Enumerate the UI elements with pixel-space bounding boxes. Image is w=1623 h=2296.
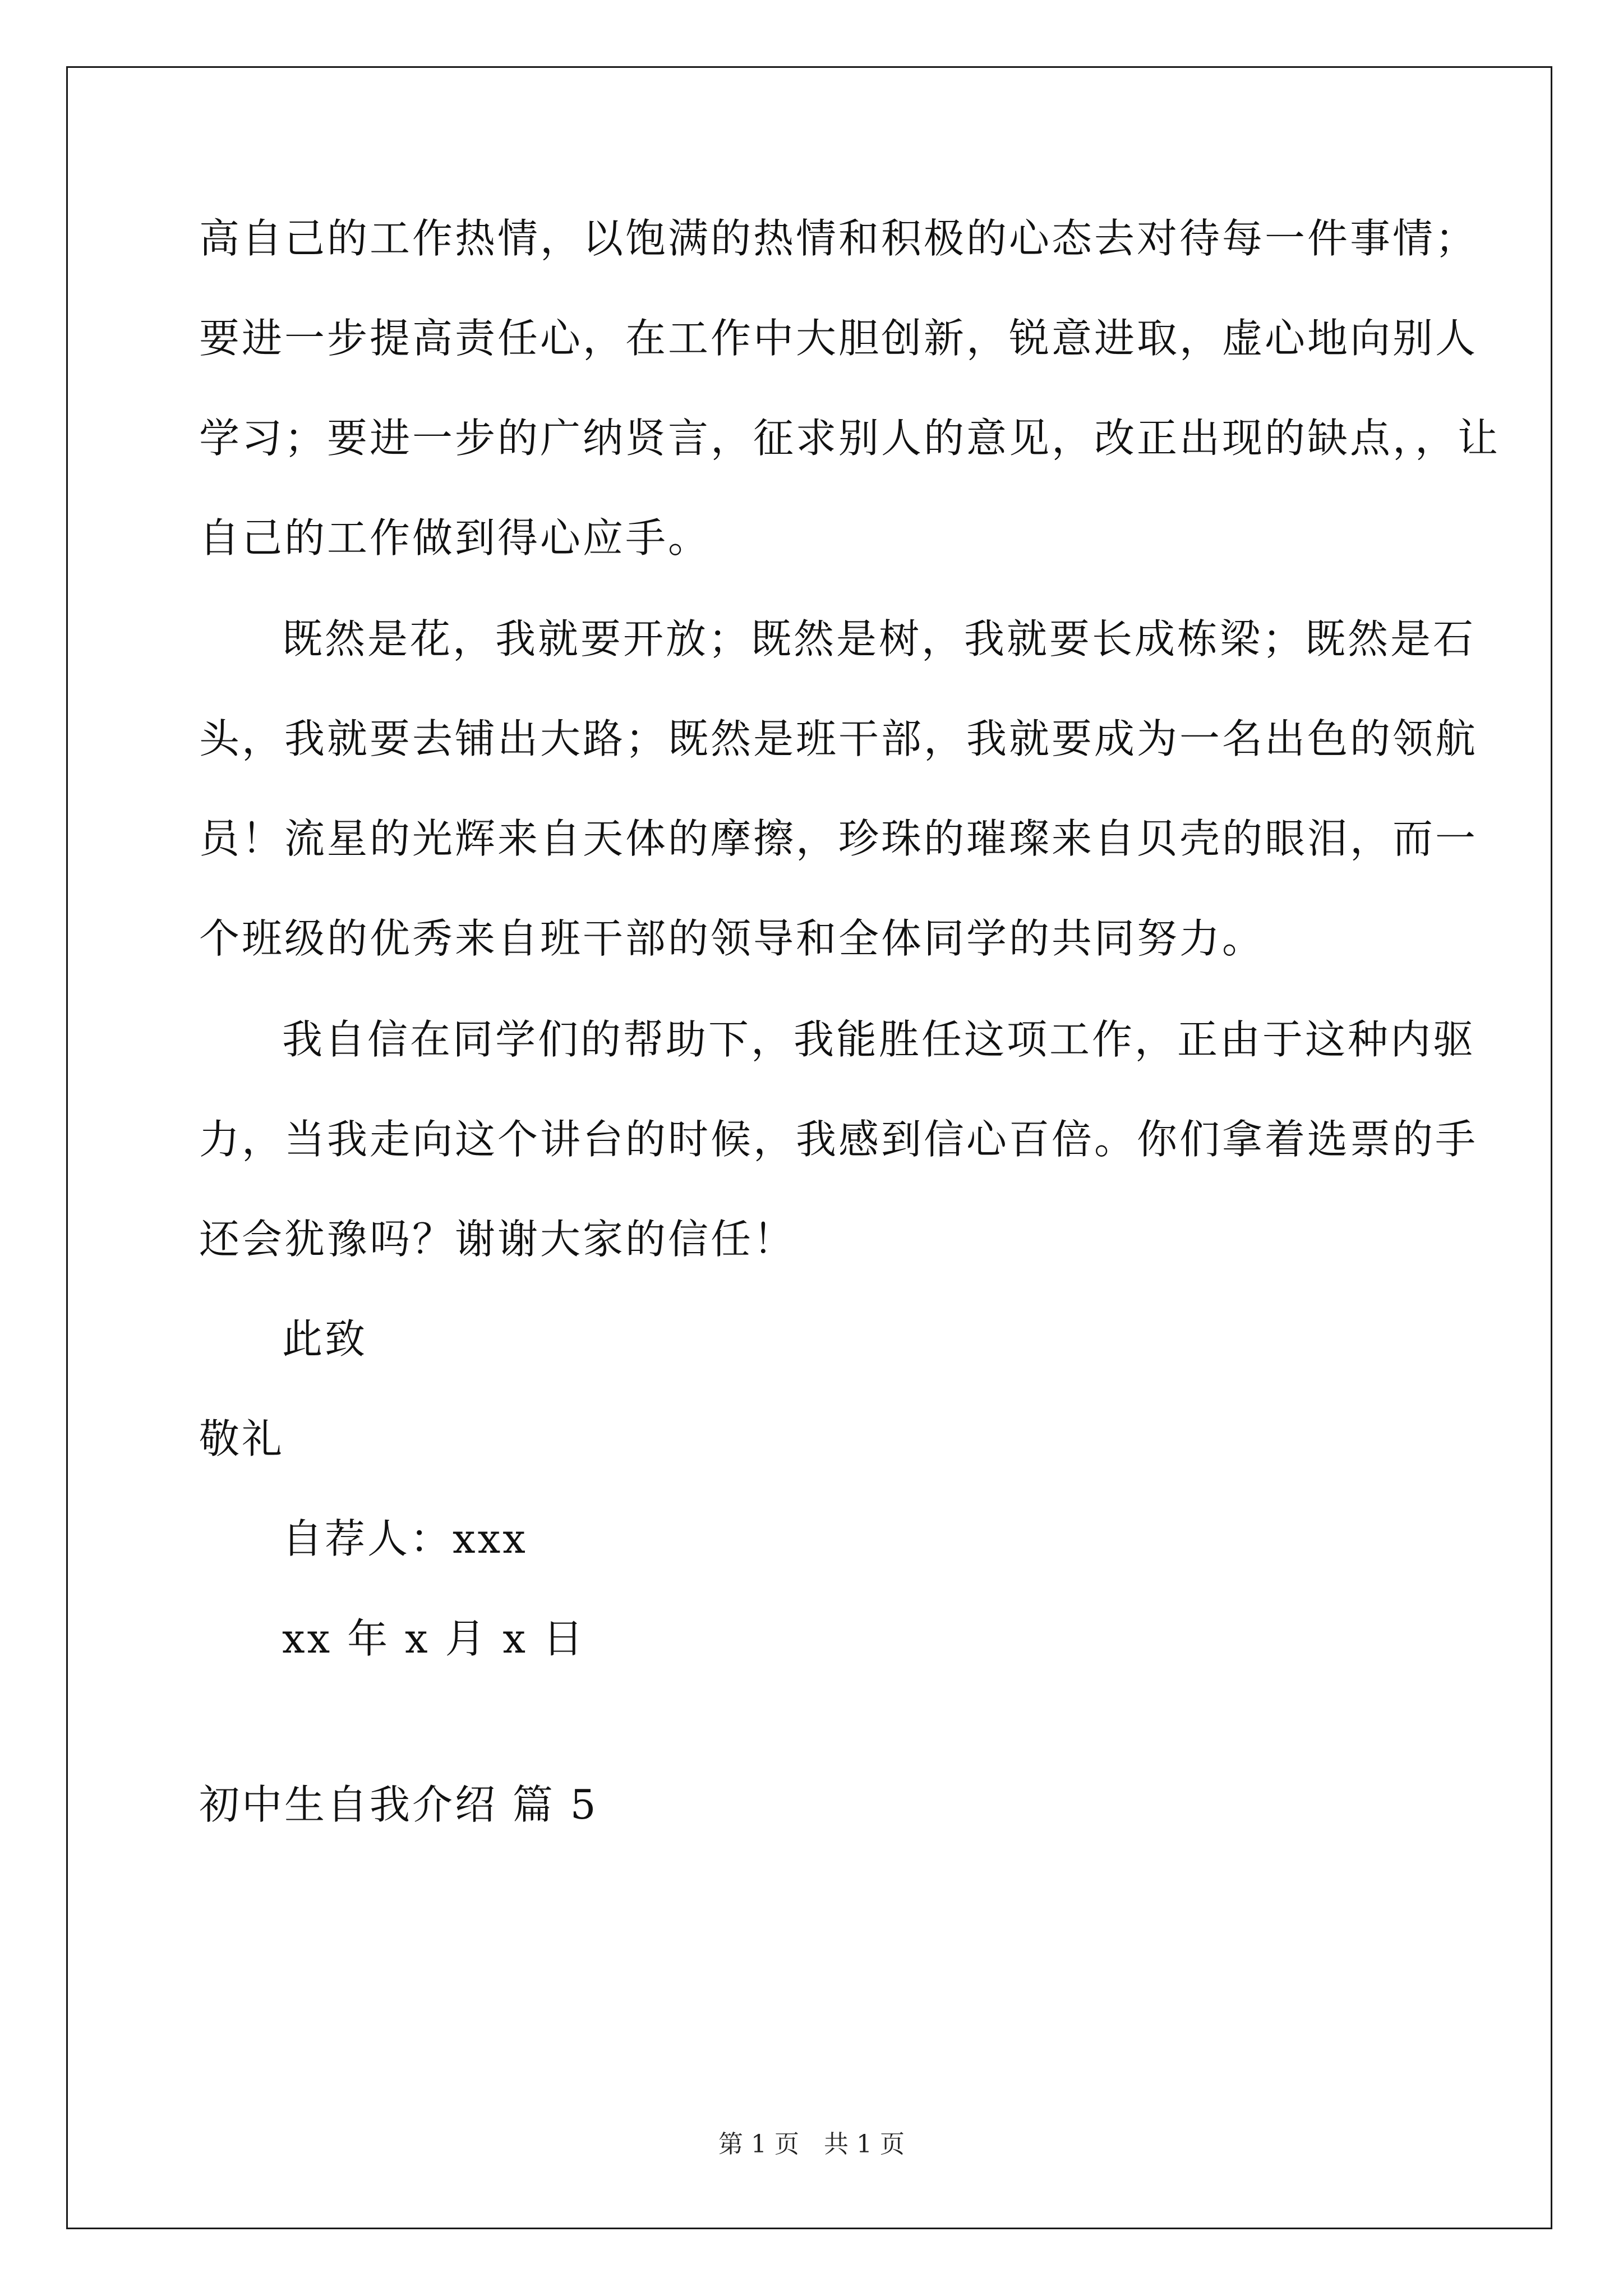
closing-regards: 敬礼 — [199, 1415, 285, 1462]
text-line: 既然是花，我就要开放；既然是树，我就要长成栋梁；既然是石 — [282, 615, 1476, 662]
text-line: 还会犹豫吗？谢谢大家的信任！ — [199, 1216, 796, 1263]
text-line: 高自己的工作热情，以饱满的热情和积极的心态去对待每一件事情； — [199, 215, 1478, 262]
date-line: xx 年 x 月 x 日 — [282, 1615, 585, 1662]
text-line: 学习；要进一步的广纳贤言，征求别人的意见，改正出现的缺点，，让 — [199, 415, 1501, 462]
text-line: 头，我就要去铺出大路；既然是班干部，我就要成为一名出色的领航 — [199, 715, 1478, 762]
text-line: 我自信在同学们的帮助下，我能胜任这项工作，正由于这种内驱 — [282, 1016, 1476, 1063]
text-line: 力，当我走向这个讲台的时候，我感到信心百倍。你们拿着选票的手 — [199, 1116, 1478, 1163]
closing-salutation: 此致 — [282, 1315, 368, 1363]
text-line: 员！流星的光辉来自天体的摩擦，珍珠的璀璨来自贝壳的眼泪，而一 — [199, 815, 1478, 862]
text-line: 自己的工作做到得心应手。 — [199, 514, 711, 562]
text-line: 要进一步提高责任心，在工作中大胆创新，锐意进取，虚心地向别人 — [199, 315, 1478, 362]
signature-line: 自荐人：xxx — [282, 1515, 528, 1562]
page-footer: 第 1 页 共 1 页 — [718, 2130, 905, 2159]
section-heading: 初中生自我介绍 篇 5 — [199, 1781, 598, 1828]
text-line: 个班级的优秀来自班干部的领导和全体同学的共同努力。 — [199, 915, 1265, 962]
